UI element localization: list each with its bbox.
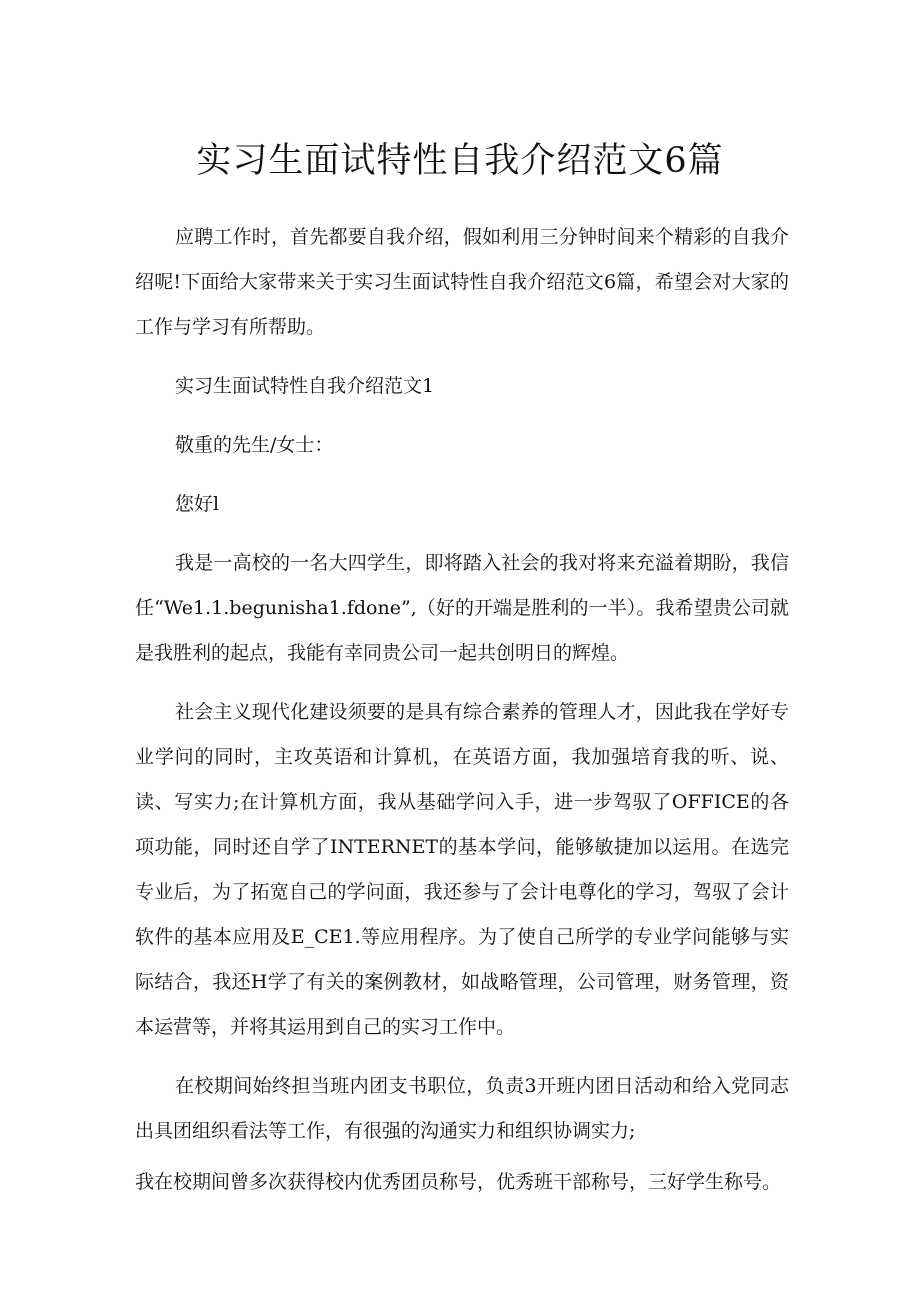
document-title: 实习生面试特性自我介绍范文6篇 — [196, 141, 724, 181]
paragraph-skills: 社会主义现代化建设须要的是具有综合素养的管理人才，因此我在学好专业学问的同时，主攻英语和计算机，在英语方面，我加强培育我的听、说、读、写实力;在计算机方面，我从基础学问入手，进一步驾驭了OFFICE的各项功能，同时还自学了INTERNET的基本学问，能够敏捷加以运用。在选完专业后，为了拓宽自己的学问面，我还参与了会计电尊化的学习，驾驭了会计软件的基本应用及E_CE1.等应用程序。为了使自己所学的专业学问能够与实际结合，我还H学了有关的案例教材，如战略管理，公司管理，财务管理，资本运营等，并将其运用到自己的实习工作中。 — [135, 701, 789, 1038]
paragraph-introduction: 我是一高校的一名大四学生，即将踏入社会的我对将来充溢着期盼，我信任“We1.1.begunisha1.fdone”,（好的开端是胜利的一半）。我希望贵公司就是我胜利的起点，我能有幸同贵公司一起共创明日的辉煌。 — [135, 552, 789, 664]
greeting: 您好l — [175, 493, 220, 515]
salutation: 敬重的先生/女士： — [175, 434, 334, 456]
paragraph-honors: 我在校期间曾多次获得校内优秀团员称号，优秀班干部称号，三好学生称号。 — [135, 1171, 782, 1193]
section-heading: 实习生面试特性自我介绍范文1 — [175, 375, 435, 397]
intro-paragraph: 应聘工作时，首先都要自我介绍，假如利用三分钟时间来个精彩的自我介绍呢!下面给大家带来关于实习生面试特性自我介绍范文6篇，希望会对大家的工作与学习有所帮助。 — [135, 226, 789, 338]
document-body — [135, 215, 789, 1219]
paragraph-campus-role: 在校期间始终担当班内团支书职位，负责3开班内团日活动和给入党同志出具团组织看法等工作，有很强的沟通实力和组织协调实力; — [135, 1075, 789, 1142]
